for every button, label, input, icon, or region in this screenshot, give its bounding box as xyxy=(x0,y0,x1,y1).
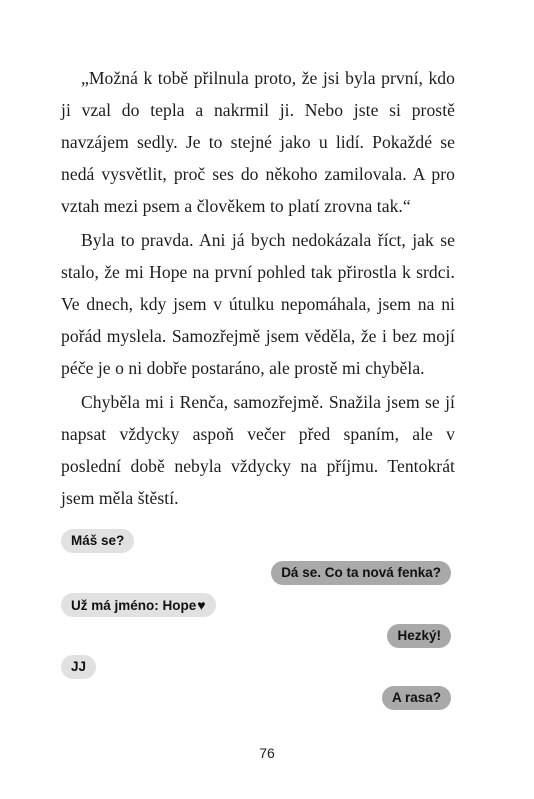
chat-message-text: JJ xyxy=(71,659,87,674)
chat-message-text: Dá se. Co ta nová fenka? xyxy=(281,565,441,580)
chat-message-text: Máš se? xyxy=(71,533,125,548)
heart-icon: ♥ xyxy=(197,597,206,613)
chat-bubble-received xyxy=(61,655,96,679)
chat-bubble-received xyxy=(61,593,216,617)
page-number: 76 xyxy=(259,745,275,761)
paragraph: Byla to pravda. Ani já bych nedokázala říct, jak se stalo, že mi Hope na první pohled tak přirostla k srdci. Ve dnech, kdy jsem v útulku nepomáhala, jsem na ni pořád myslela. Samozřejmě jsem věděla, že i bez mojí péče je o ni dobře postaráno, ale prostě mi chyběla. xyxy=(61,230,455,378)
chat-bubble-sent xyxy=(387,624,451,648)
chat-bubble-received xyxy=(61,529,134,553)
chat-bubble-sent xyxy=(382,686,451,710)
chat-message-text: A rasa? xyxy=(391,690,441,705)
chat-message-text: Už má jméno: Hope xyxy=(71,598,197,613)
body-text xyxy=(61,62,455,514)
chat-bubble-sent xyxy=(271,561,451,585)
paragraph: Chyběla mi i Renča, samozřejmě. Snažila jsem se jí napsat vždycky aspoň večer před spaním, ale v poslední době nebyla vždycky na příjmu. Tentokrát jsem měla štěstí. xyxy=(61,392,455,508)
chat-message-text: Hezký! xyxy=(397,628,441,643)
chat-conversation xyxy=(61,529,451,714)
paragraph: „Možná k tobě přilnula proto, že jsi byla první, kdo ji vzal do tepla a nakrmil ji. Nebo jste si prostě navzájem sedly. Je to stejné jako u lidí. Pokaždé se nedá vysvětlit, proč ses do někoho zamilovala. A pro vztah mezi psem a člověkem to platí zrovna tak.“ xyxy=(61,68,455,216)
